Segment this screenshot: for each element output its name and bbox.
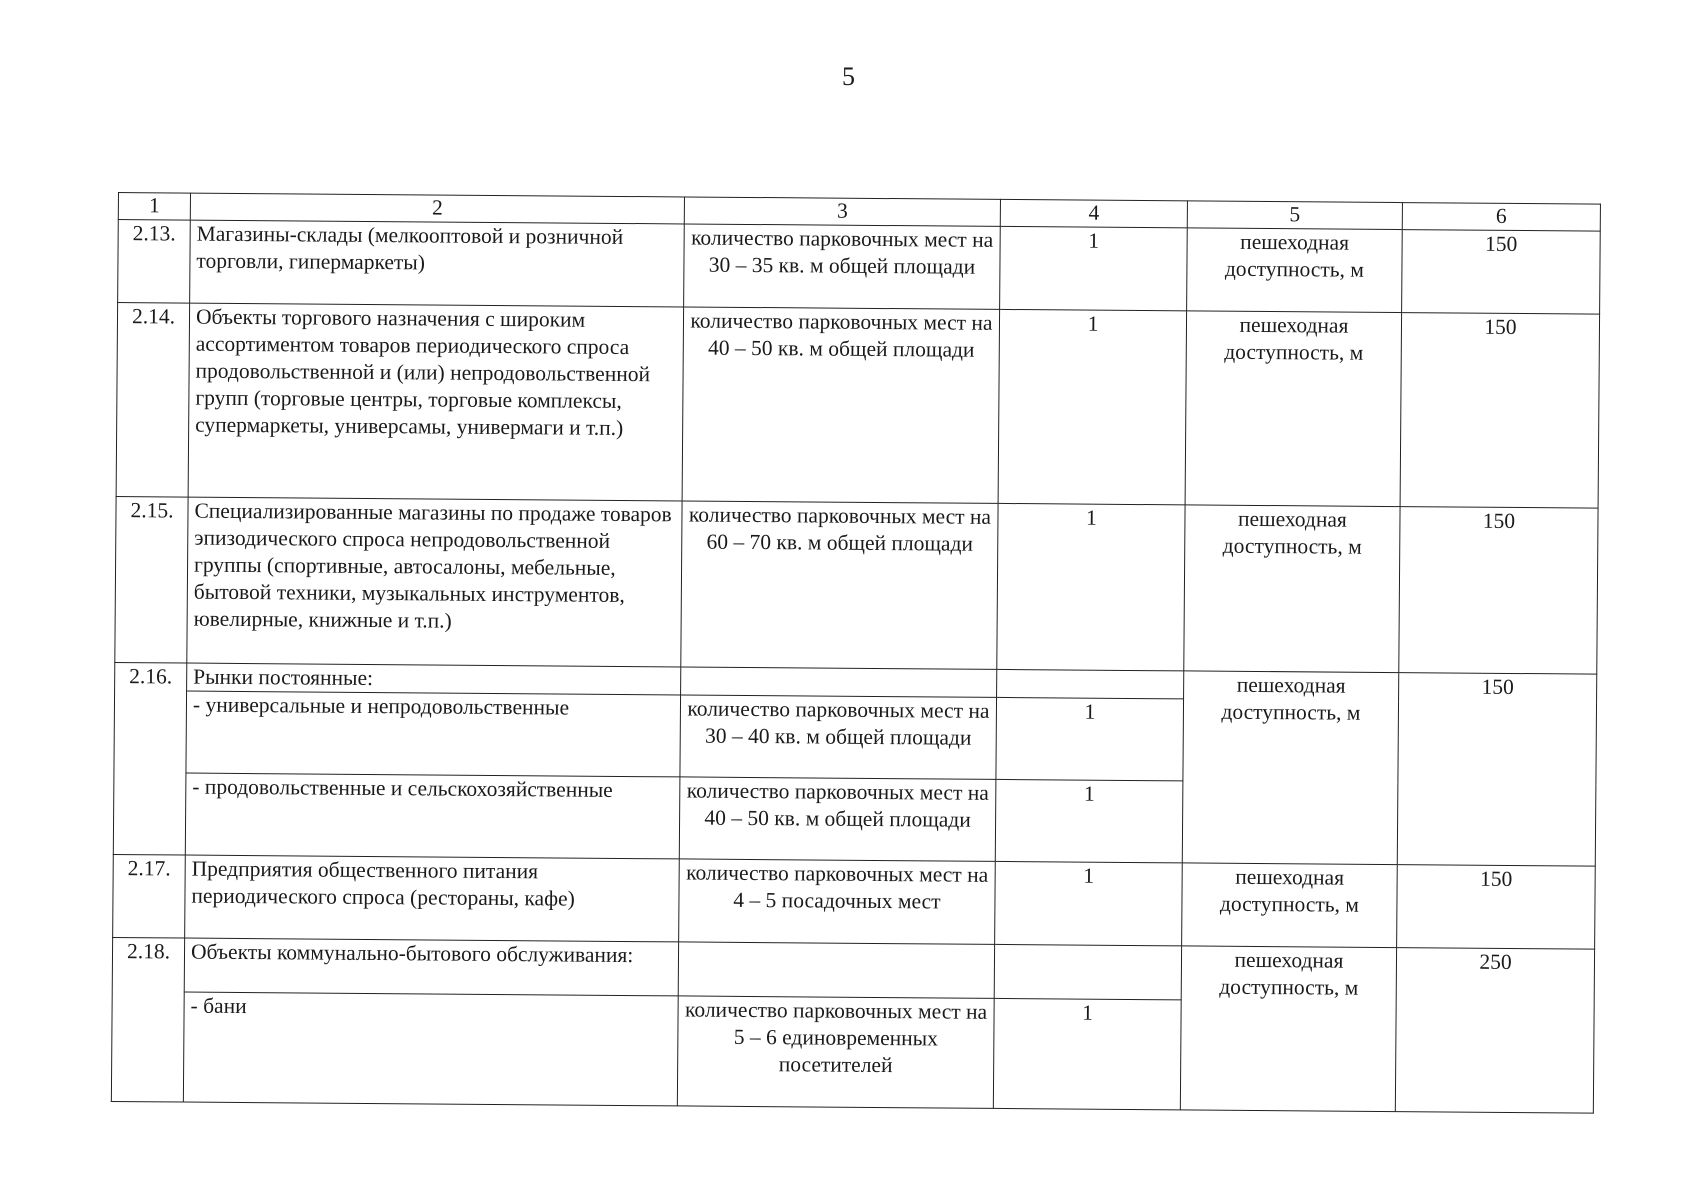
table-row (115, 496, 1598, 674)
distance-value: 150 (1399, 507, 1598, 675)
calc-unit: количество парковочных мест на 30 – 40 кв. м общей площади (680, 695, 997, 779)
calc-unit: количество парковочных мест на 40 – 50 кв. м общей площади (679, 777, 996, 861)
parking-value: 1 (996, 697, 1184, 780)
row-number: 2.13. (118, 220, 191, 304)
accessibility-type: пешеходная доступность, м (1185, 311, 1402, 507)
norms-table (111, 192, 1601, 1114)
calc-unit: количество парковочных мест на 4 – 5 посадочных мест (679, 859, 996, 944)
accessibility-type: пешеходная доступность, м (1182, 863, 1398, 948)
column-header: 1 (118, 193, 190, 221)
calc-unit: количество парковочных мест на 40 – 50 кв. м общей площади (682, 307, 1000, 503)
column-header: 2 (190, 193, 684, 224)
parking-value: 1 (998, 309, 1187, 504)
column-header: 5 (1187, 201, 1402, 230)
page-number: 5 (842, 62, 855, 91)
parking-value: 1 (995, 861, 1183, 945)
accessibility-type: пешеходная доступность, м (1187, 228, 1403, 313)
object-name: Магазины-склады (мелкооптовой и розничной торговли, гипермаркеты) (190, 220, 685, 307)
object-subname: - бани (183, 992, 678, 1106)
distance-value: 250 (1395, 948, 1594, 1114)
row-number: 2.17. (113, 854, 186, 938)
object-subname: - универсальные и непродовольственные (186, 691, 681, 777)
object-name: Рынки постоянные: (187, 663, 681, 695)
table-row (116, 303, 1599, 509)
accessibility-type: пешеходная доступность, м (1182, 671, 1399, 865)
distance-value: 150 (1397, 865, 1596, 950)
row-number: 2.16. (113, 662, 187, 855)
table-row (113, 854, 1596, 949)
object-name: Специализированные магазины по продаже товаров эпизодического спроса непродовольственной группы (спортивные, автосалоны, мебельные, бытовой техники, музыкальных инструментов, ювелирные, книжные и т.п.) (187, 497, 682, 667)
calc-unit: количество парковочных мест на 30 – 35 кв. м общей площади (684, 224, 1001, 309)
accessibility-type: пешеходная доступность, м (1184, 505, 1400, 673)
row-number: 2.14. (116, 303, 190, 498)
empty-cell (678, 942, 994, 998)
empty-cell (681, 667, 997, 697)
parking-value: 1 (993, 998, 1181, 1109)
column-header: 4 (1000, 199, 1187, 227)
calc-unit: количество парковочных мест на 5 – 6 единовременных посетителей (677, 996, 994, 1108)
object-subname: - продовольственные и сельскохозяйственные (185, 773, 680, 859)
column-header: 3 (684, 197, 1000, 226)
row-number: 2.18. (111, 937, 184, 1102)
column-header: 6 (1402, 203, 1600, 232)
calc-unit: количество парковочных мест на 60 – 70 кв. м общей площади (681, 501, 998, 669)
empty-cell (994, 944, 1181, 999)
distance-value: 150 (1402, 230, 1601, 315)
empty-cell (997, 669, 1184, 698)
distance-value: 150 (1397, 673, 1597, 867)
table-row (118, 220, 1601, 315)
object-name: Объекты коммунально-бытового обслуживания: (184, 938, 678, 996)
parking-value: 1 (1000, 226, 1188, 310)
accessibility-type: пешеходная доступность, м (1180, 946, 1396, 1112)
parking-value: 1 (997, 503, 1185, 670)
row-number: 2.15. (115, 496, 188, 663)
object-name: Предприятия общественного питания периодического спроса (рестораны, кафе) (185, 855, 680, 942)
parking-value: 1 (995, 779, 1183, 862)
distance-value: 150 (1400, 313, 1600, 509)
object-name: Объекты торгового назначения с широким ассортиментом товаров периодического спроса продовольственной и (или) непродовольственной групп (торговые центры, торговые комплексы, супермаркеты, универсамы, универмаги и т.п.) (188, 303, 684, 501)
